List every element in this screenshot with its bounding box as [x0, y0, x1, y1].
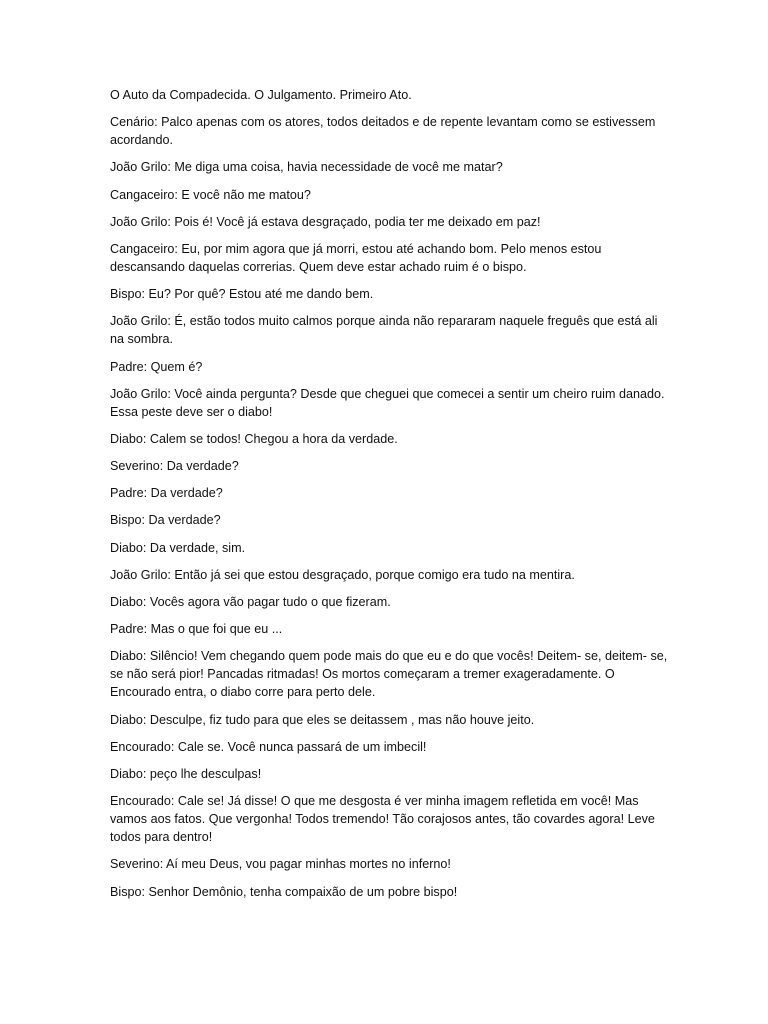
dialogue-line: Padre: Da verdade? — [110, 486, 223, 501]
dialogue-line: João Grilo: Pois é! Você já estava desgraçado, podia ter me deixado em paz! — [110, 214, 541, 229]
dialogue-line: Encourado: Cale se! Já disse! O que me desgosta é ver minha imagem refletida em você! Mas vamos aos fatos. Que vergonha! Todos tremendo! Tão corajosos antes, tão covardes agora! Leve todos para dentro! — [110, 794, 655, 845]
dialogue-line: Severino: Aí meu Deus, vou pagar minhas mortes no inferno! — [110, 857, 451, 872]
document-body — [110, 86, 670, 910]
dialogue-line: Cangaceiro: E você não me matou? — [110, 187, 311, 202]
dialogue-line: Diabo: Calem se todos! Chegou a hora da verdade. — [110, 431, 398, 446]
dialogue-line: João Grilo: Então já sei que estou desgraçado, porque comigo era tudo na mentira. — [110, 567, 575, 582]
document-title: O Auto da Compadecida. O Julgamento. Primeiro Ato. — [110, 88, 412, 102]
dialogue-line: Diabo: Vocês agora vão pagar tudo o que fizeram. — [110, 595, 391, 609]
dialogue-line: Padre: Quem é? — [110, 359, 203, 374]
paragraph-scene-description: Cenário: Palco apenas com os atores, todos deitados e de repente levantam como se estivessem acordando. — [110, 115, 656, 148]
dialogue-line: Bispo: Da verdade? — [110, 513, 221, 528]
dialogue-line: Encourado: Cale se. Você nunca passará de um imbecil! — [110, 739, 427, 754]
dialogue-line: Bispo: Eu? Por quê? Estou até me dando bem. — [110, 287, 374, 302]
dialogue-line: Cangaceiro: Eu, por mim agora que já morri, estou até achando bom. Pelo menos estou descansando daquelas correrias. Quem deve estar achado ruim é o bispo. — [110, 241, 602, 274]
dialogue-line: Diabo: peço lhe desculpas! — [110, 766, 262, 781]
dialogue-line: Severino: Da verdade? — [110, 459, 239, 474]
dialogue-line: Bispo: Senhor Demônio, tenha compaixão de um pobre bispo! — [110, 884, 458, 899]
dialogue-line: Diabo: Da verdade, sim. — [110, 540, 246, 555]
dialogue-line: Padre: Mas o que foi que eu ... — [110, 622, 283, 637]
dialogue-line: João Grilo: Você ainda pergunta? Desde que cheguei que comecei a sentir um cheiro ruim danado. Essa peste deve ser o diabo! — [110, 386, 665, 419]
dialogue-line: Diabo: Silêncio! Vem chegando quem pode mais do que eu e do que vocês! Deitem- se, deitem- se, se não será pior! Pancadas ritmadas! Os mortos começaram a tremer exageradamente. O Encourado entra, o diabo corre para perto dele. — [110, 649, 668, 700]
dialogue-line: Diabo: Desculpe, fiz tudo para que eles se deitassem , mas não houve jeito. — [110, 712, 535, 727]
dialogue-line: João Grilo: É, estão todos muito calmos porque ainda não repararam naquele freguês que está ali na sombra. — [110, 314, 658, 347]
dialogue-line: João Grilo: Me diga uma coisa, havia necessidade de você me matar? — [110, 160, 503, 175]
